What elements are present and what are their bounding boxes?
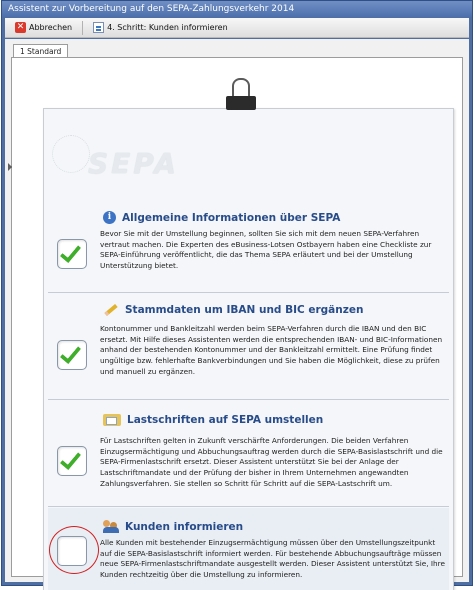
checkmark-icon <box>60 241 81 263</box>
step-button[interactable] <box>89 20 232 36</box>
section-header <box>103 520 243 533</box>
pencil-icon <box>104 304 117 316</box>
section-checkbox[interactable] <box>57 340 87 370</box>
section-header <box>103 414 323 426</box>
sepa-logo: SEPA <box>88 147 179 180</box>
people-icon <box>103 520 119 533</box>
section-kunden-informieren <box>48 508 449 590</box>
section-header <box>103 211 340 224</box>
section-title: Lastschriften auf SEPA umstellen <box>127 414 324 426</box>
section-checkbox[interactable] <box>57 446 87 476</box>
section-stammdaten <box>48 294 449 400</box>
section-text: Alle Kunden mit bestehender Einzugsermächtigung müssen über den Umstellungszeitpunkt auf die SEPA-Basislastschrift informiert werden. Für bestehende Abbuchungsaufträge müssen neue SEPA-Firmenlastschriftmandate ausgestellt werden. Dieser Assistent unterstützt Sie, Ihre Kunden rechtzeitig über die Umstellung zu informieren. <box>100 538 445 580</box>
section-lastschriften <box>48 401 449 507</box>
mouse-cursor-icon <box>8 163 12 171</box>
section-title: Kunden informieren <box>125 520 244 533</box>
wizard-window <box>1 0 473 586</box>
section-text: Bevor Sie mit der Umstellung beginnen, sollten Sie sich mit dem neuen SEPA-Verfahren vertraut machen. Die Experten des eBusiness-Lotsen Ostbayern haben eine Checkliste zur SEPA-Einführung veröffentlicht, die das Thema SEPA erläutert und bei der Umstellung Unterstützung bietet. <box>100 229 432 271</box>
clipboard <box>43 108 454 590</box>
section-header <box>103 304 363 316</box>
section-text: Für Lastschriften gelten in Zukunft verschärfte Anforderungen. Die beiden Verfahren Einzugsermächtigung und Abbuchungsauftrag werden durch die SEPA-Basislastschrift und die SEPA-Firmenlastschrift ersetzt. Dieser Assistent unterstützt Sie bei der Anlage der Lastschriftmandate und der Prüfung der bisher in Ihrem Unternehmen angewandten Zahlungsverfahren. Sie stellen so Schritt für Schritt auf die SEPA-Lastschrift um. <box>100 436 443 488</box>
section-general-info <box>48 201 449 293</box>
section-text: Kontonummer und Bankleitzahl werden beim SEPA-Verfahren durch die IBAN und den BIC ersetzt. Mit Hilfe dieses Assistenten werden die entsprechenden IBAN- und BIC-Informationen anhand der bestehenden Kontonummer und der Bankleitzahl ermittelt. Eine Prüfung findet ungültige bzw. fehlerhafte Bankverbindungen und Sie haben die Möglichkeit, diese zu prüfen und manuell zu ergänzen. <box>100 324 443 376</box>
step-list-icon <box>93 22 104 33</box>
window-title: Assistent zur Vorbereitung auf den SEPA-Zahlungsverkehr 2014 <box>2 1 472 17</box>
toolbar-separator <box>82 21 83 35</box>
toolbar <box>5 18 469 38</box>
tab-standard[interactable]: 1 Standard <box>13 44 68 58</box>
cancel-icon: ✕ <box>16 22 25 32</box>
client-area <box>5 39 469 582</box>
section-checkbox-unchecked[interactable] <box>57 536 87 566</box>
checkmark-icon <box>60 448 81 470</box>
info-icon: i <box>103 211 116 224</box>
section-checkbox[interactable] <box>57 239 87 269</box>
cancel-button[interactable] <box>11 20 76 36</box>
checkmark-icon <box>60 342 81 364</box>
tab-panel <box>11 57 463 580</box>
folder-icon <box>103 414 121 426</box>
section-title: Allgemeine Informationen über SEPA <box>122 211 341 224</box>
section-title: Stammdaten um IBAN und BIC ergänzen <box>125 304 364 316</box>
paper-clip-icon <box>226 96 256 110</box>
cancel-button-label: Abbrechen <box>29 23 73 32</box>
eu-stars-icon <box>52 135 90 173</box>
step-button-label: 4. Schritt: Kunden informieren <box>107 23 228 32</box>
